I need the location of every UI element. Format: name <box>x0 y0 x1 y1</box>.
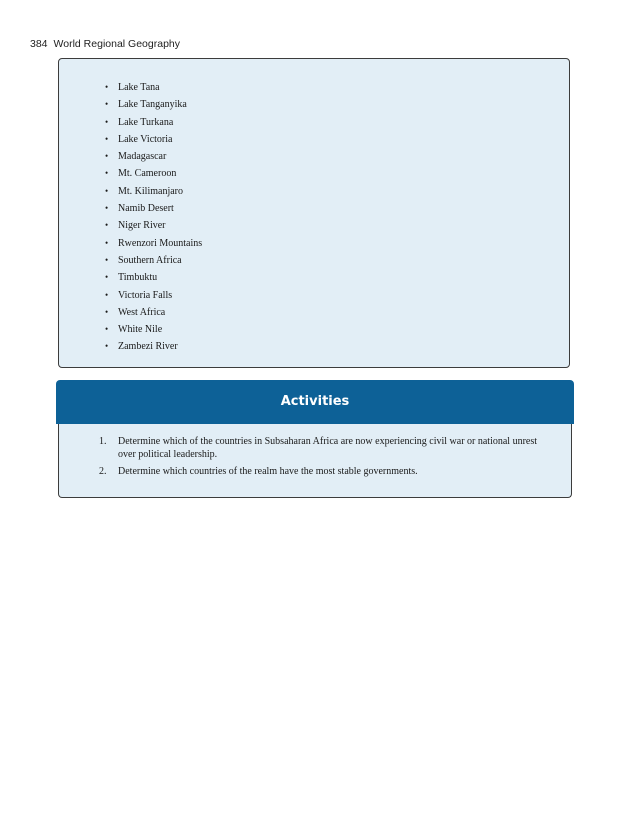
bullet-icon: • <box>105 185 109 196</box>
list-item <box>105 235 202 252</box>
list-item-label: Mt. Kilimanjaro <box>118 185 183 197</box>
list-item <box>105 252 202 269</box>
bullet-icon: • <box>105 289 109 300</box>
book-title: World Regional Geography <box>53 38 180 50</box>
list-item <box>105 269 202 286</box>
bullet-icon: • <box>105 324 109 335</box>
list-item <box>105 131 202 148</box>
places-list <box>105 79 202 356</box>
list-item-label: Madagascar <box>118 151 167 163</box>
list-item-label: Namib Desert <box>118 203 174 215</box>
list-item-label: Lake Tana <box>118 82 160 93</box>
bullet-icon: • <box>105 254 109 265</box>
list-item <box>105 338 202 355</box>
activity-number: 1. <box>99 436 107 447</box>
list-item <box>105 165 202 182</box>
running-head <box>30 38 180 50</box>
list-item-label: Timbuktu <box>118 272 158 284</box>
activity-text: Determine which countries of the realm have the most stable governments. <box>118 466 418 477</box>
activities-header <box>56 380 574 424</box>
bullet-icon: • <box>105 203 109 214</box>
activities-list <box>99 436 549 484</box>
list-item <box>105 217 202 234</box>
bullet-icon: • <box>105 306 109 317</box>
list-item-label: Rwenzori Mountains <box>118 237 203 249</box>
list-item-label: Zambezi River <box>118 341 178 353</box>
activities-body <box>58 424 572 498</box>
list-item-label: Lake Victoria <box>118 133 173 145</box>
page-number: 384 <box>30 38 48 50</box>
list-item-label: White Nile <box>118 324 163 336</box>
bullet-icon: • <box>105 168 109 179</box>
bullet-icon: • <box>105 116 109 127</box>
activity-text: Determine which of the countries in Subsaharan Africa are now experiencing civil war or national unrest over political leadership. <box>118 436 538 460</box>
list-item-label: Mt. Cameroon <box>118 168 177 180</box>
list-item-label: Southern Africa <box>118 254 182 266</box>
list-item <box>105 321 202 338</box>
activity-item <box>99 466 549 479</box>
bullet-icon: • <box>105 133 109 144</box>
list-item <box>105 183 202 200</box>
list-item <box>105 304 202 321</box>
activities-title: Activities <box>280 394 350 409</box>
list-item-label: Lake Turkana <box>118 116 174 128</box>
bullet-icon: • <box>105 272 109 283</box>
bullet-icon: • <box>105 341 109 352</box>
bullet-icon: • <box>105 220 109 231</box>
bullet-icon: • <box>105 99 109 110</box>
list-item-label: Lake Tanganyika <box>118 99 187 111</box>
activity-item <box>99 436 549 461</box>
list-item <box>105 79 202 96</box>
bullet-icon: • <box>105 237 109 248</box>
list-item-label: Niger River <box>118 220 166 232</box>
list-item <box>105 148 202 165</box>
places-box <box>58 58 570 368</box>
list-item <box>105 96 202 113</box>
list-item <box>105 200 202 217</box>
list-item <box>105 287 202 304</box>
list-item-label: Victoria Falls <box>118 289 173 301</box>
bullet-icon: • <box>105 82 109 92</box>
list-item-label: West Africa <box>118 306 166 318</box>
activities-section <box>56 380 574 498</box>
bullet-icon: • <box>105 151 109 162</box>
activity-number: 2. <box>99 466 107 477</box>
list-item <box>105 114 202 131</box>
